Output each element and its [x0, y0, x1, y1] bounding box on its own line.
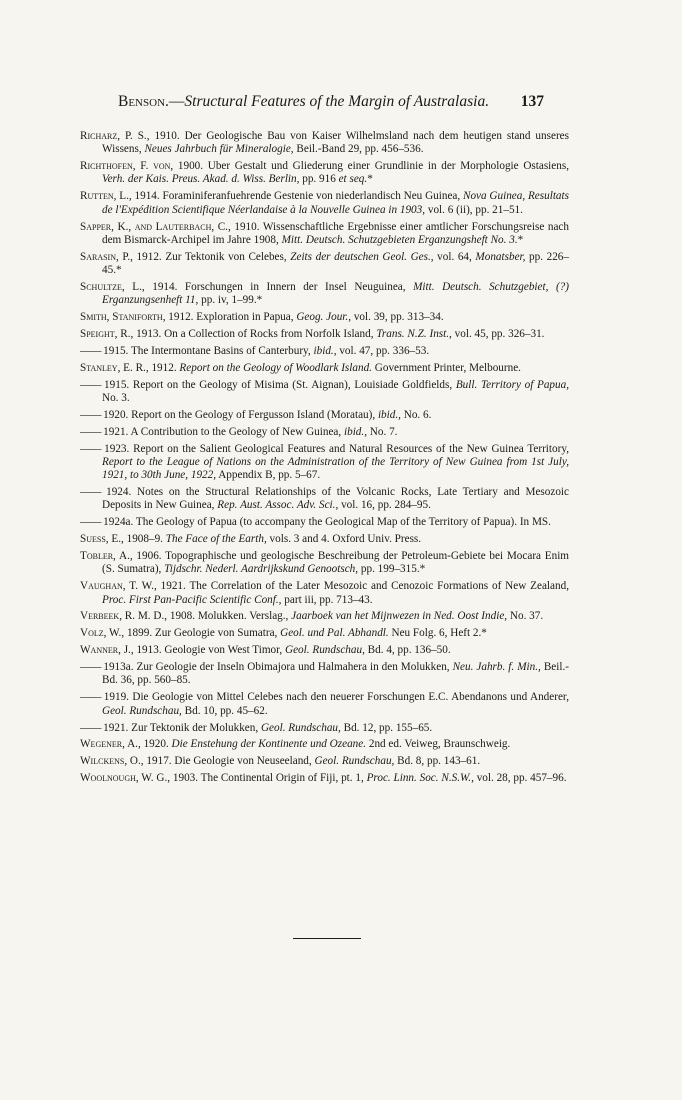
reference-detail: vol. 64,: [433, 250, 476, 263]
reference-author: Richthofen, F. von,: [80, 160, 174, 173]
ditto-dash: ——: [80, 442, 101, 455]
reference-detail-extra: pp. 226–45.*: [102, 250, 569, 277]
reference-author: Wilckens, O.,: [80, 755, 144, 768]
reference-text: 1910. Wissenschaftliche Ergebnisse einer amtlicher Forschungsreise nach dem Bismarck-Archipel im Jahre 1908,: [102, 220, 569, 246]
reference-source: Trans. N.Z. Inst.,: [376, 328, 452, 341]
reference-source: ibid.,: [313, 344, 337, 357]
reference-detail: No. 7.: [367, 425, 398, 438]
reference-text: 1913. Geologie von West Timor,: [133, 644, 286, 657]
ditto-dash: ——: [80, 721, 101, 734]
reference-detail: part iii, pp. 713–43.: [281, 593, 373, 606]
reference-entry: [80, 130, 569, 157]
reference-detail: Bd. 12, pp. 155–65.: [340, 721, 433, 734]
reference-author: Tobler, A.,: [80, 550, 133, 563]
reference-entry: [80, 443, 569, 483]
reference-author: Sarasin, P.,: [80, 250, 133, 263]
reference-source: Geol. Rundschau,: [314, 755, 395, 768]
reference-source: Rep. Aust. Assoc. Adv. Sci.,: [217, 499, 339, 512]
reference-detail: Bd. 4, pp. 136–50.: [364, 644, 451, 657]
reference-author: Wanner, J.,: [80, 644, 134, 657]
running-header: [118, 92, 544, 112]
reference-source: Geol. Rundschau,: [102, 704, 182, 717]
reference-source: Geol. und Pal. Abhandl.: [280, 627, 389, 640]
reference-detail: Government Printer, Melbourne.: [371, 361, 521, 374]
reference-author: Smith, Staniforth,: [80, 311, 166, 324]
reference-entry: [80, 516, 569, 529]
reference-entry: [80, 644, 569, 657]
reference-detail: Neu Folg. 6, Heft 2.*: [388, 627, 487, 640]
ditto-dash: ——: [80, 691, 101, 704]
reference-source: Nova Guinea, Resultats de l'Expédition Scientifique Néerlandaise à la Nouvelle Guinea in 1903,: [102, 190, 569, 216]
reference-source-extra: Monatsber,: [475, 250, 526, 263]
reference-detail: No. 6.: [400, 408, 432, 421]
reference-list: [80, 130, 569, 789]
reference-detail: vols. 3 and 4. Oxford Univ. Press.: [266, 533, 422, 546]
reference-text: 1921. The Correlation of the Later Mesozoic and Cenozoic Formations of New Zealand,: [156, 580, 569, 593]
reference-text: 1903. The Continental Origin of Fiji, pt. 1,: [170, 772, 367, 785]
reference-text: 1908. Molukken. Verslag.,: [167, 610, 292, 623]
reference-detail: vol. 16, pp. 284–95.: [338, 499, 431, 512]
reference-entry: [80, 409, 569, 422]
reference-entry: [80, 627, 569, 640]
reference-detail-extra: *: [367, 173, 373, 186]
reference-entry: [80, 328, 569, 341]
reference-author: Stanley, E. R.,: [80, 361, 149, 374]
reference-text: 1900. Uber Gestalt und Gliederung einer Grundlinie in der Morphologie Ostasiens,: [173, 160, 569, 173]
ditto-dash: ——: [80, 486, 101, 499]
reference-entry: [80, 311, 569, 324]
reference-source: Zeits der deutschen Geol. Ges.,: [290, 250, 434, 263]
reference-detail: pp. 916: [299, 173, 339, 186]
reference-source: Die Enstehung der Kontinente und Ozeane.: [171, 738, 367, 751]
reference-detail: Appendix B, pp. 5–67.: [216, 469, 321, 482]
ditto-dash: ——: [80, 425, 101, 438]
reference-text: 1924a. The Geology of Papua (to accompany the Geological Map of the Territory of Papua). In MS.: [100, 516, 551, 529]
page-number: 137: [520, 93, 544, 110]
reference-detail: No. 3.: [102, 391, 130, 404]
reference-entry: [80, 738, 569, 751]
reference-source: Tijdschr. Nederl. Aardrijkskund Genootsch,: [164, 563, 359, 576]
reference-detail: vol. 47, pp. 336–53.: [336, 344, 430, 357]
reference-author: Verbeek, R. M. D.,: [80, 610, 168, 623]
reference-detail: No. 37.: [507, 610, 544, 623]
reference-text: 1910. Der Geologische Bau von Kaiser Wilhelmsland nach dem heutigen stand unseres Wissens,: [102, 130, 569, 156]
reference-text: 1915. The Intermontane Basins of Canterbury,: [100, 344, 314, 357]
reference-text: 1924. Notes on the Structural Relationships of the Volcanic Rocks, Late Tertiary and Mesozoic Deposits in New Guinea,: [100, 486, 569, 512]
reference-detail: 2nd ed. Veiweg, Braunschweig.: [366, 738, 511, 751]
reference-detail: Beil.-Band 29, pp. 456–536.: [293, 143, 424, 156]
reference-text: 1917. Die Geologie von Neuseeland,: [143, 755, 315, 768]
reference-source: Bull. Territory of Papua,: [455, 378, 569, 391]
reference-author: Sapper, K., and Lauterbach, C.,: [80, 220, 231, 233]
ditto-dash: ——: [80, 378, 101, 391]
reference-entry: [80, 533, 569, 546]
reference-author: Woolnough, W. G.,: [80, 772, 171, 785]
reference-source: Proc. First Pan-Pacific Scientific Conf.,: [102, 593, 282, 606]
reference-entry: [80, 379, 569, 406]
reference-entry: [80, 362, 569, 375]
end-rule: [293, 938, 361, 939]
reference-entry: [80, 610, 569, 623]
ditto-dash: ——: [80, 516, 101, 529]
reference-source-extra: et seq.: [338, 173, 368, 186]
reference-text: 1914. Foraminiferanfuehrende Gestenie von niederlandisch Neu Guinea,: [131, 190, 463, 203]
reference-author: Vaughan, T. W.,: [80, 580, 157, 593]
ditto-dash: ——: [80, 344, 101, 357]
reference-text: 1906. Topographische und geologische Beschreibung der Petroleum-Gebiete bei Mocara Enim (S. Sumatra),: [102, 550, 570, 576]
header-separator: .—: [165, 93, 185, 110]
reference-text: 1920.: [140, 738, 172, 751]
reference-detail: *: [517, 233, 524, 246]
reference-text: 1912. Exploration in Papua,: [165, 311, 297, 324]
reference-author: Volz, W.,: [80, 627, 125, 640]
reference-detail: Beil.-Bd. 36, pp. 560–85.: [102, 661, 569, 687]
reference-author: Schultze, L.,: [80, 280, 145, 293]
reference-author: Rutten, L.,: [80, 190, 132, 203]
reference-entry: [80, 160, 569, 187]
reference-detail: vol. 39, pp. 313–34.: [351, 311, 444, 324]
reference-source: Jaarboek van het Mijnwezen in Ned. Oost Indie,: [291, 610, 508, 623]
reference-source: Report on the Geology of Woodlark Island.: [179, 361, 372, 374]
reference-text: 1899. Zur Geologie von Sumatra,: [124, 627, 281, 640]
reference-text: 1908–9.: [123, 533, 166, 546]
reference-text: 1919. Die Geologie von Mittel Celebes nach den neuerer Forschungen E.C. Abendanons und Anderer,: [100, 691, 569, 704]
reference-entry: [80, 190, 569, 217]
reference-entry: [80, 550, 569, 577]
reference-text: 1913. On a Collection of Rocks from Norfolk Island,: [133, 328, 377, 341]
reference-text: 1915. Report on the Geology of Misima (St. Aignan), Louisiade Goldfields,: [100, 378, 456, 391]
reference-detail: vol. 6 (ii), pp. 21–51.: [425, 203, 523, 216]
reference-author: Suess, E.,: [80, 533, 124, 546]
ditto-dash: ——: [80, 661, 101, 674]
reference-source: Mitt. Deutsch. Schutzgebieten Erganzungsheft No. 3.: [281, 233, 518, 246]
reference-text: 1912.: [148, 361, 180, 374]
reference-entry: [80, 281, 569, 308]
reference-entry: [80, 661, 569, 688]
reference-source: Geog. Jour.,: [296, 311, 352, 324]
ditto-dash: ——: [80, 408, 101, 421]
reference-entry: [80, 221, 569, 248]
reference-detail: vol. 28, pp. 457–96.: [473, 772, 567, 785]
reference-detail: vol. 45, pp. 326–31.: [451, 328, 545, 341]
reference-source: Mitt. Deutsch. Schutzgebiet, (?) Erganzungsenheft 11,: [102, 280, 569, 307]
reference-author: Speight, R.,: [80, 328, 134, 341]
reference-entry: [80, 486, 569, 513]
reference-detail: pp. iv, 1–99.*: [198, 294, 263, 307]
reference-source: ibid.,: [344, 425, 367, 438]
reference-text: 1920. Report on the Geology of Fergusson Island (Moratau),: [100, 408, 378, 421]
reference-source: Neues Jahrbuch für Mineralogie,: [144, 143, 294, 156]
reference-source: Verh. der Kais. Preus. Akad. d. Wiss. Berlin,: [102, 173, 300, 186]
reference-author: Richarz, P. S.,: [80, 130, 150, 142]
reference-text: 1914. Forschungen in Innern der Insel Neuguinea,: [144, 280, 414, 293]
reference-source: Proc. Linn. Soc. N.S.W.,: [366, 772, 474, 785]
reference-source: Neu. Jahrb. f. Min.,: [452, 661, 541, 674]
header-title: Structural Features of the Margin of Australasia.: [184, 93, 490, 110]
reference-source: Geol. Rundschau,: [285, 644, 365, 657]
reference-text: 1912. Zur Tektonik von Celebes,: [132, 250, 291, 263]
reference-entry: [80, 580, 569, 607]
reference-entry: [80, 345, 569, 358]
reference-entry: [80, 722, 569, 735]
reference-source: Report to the League of Nations on the Administration of the Territory of New Guinea from 1st July, 1921, to 30th June, 1922,: [102, 455, 569, 482]
reference-detail: Bd. 8, pp. 143–61.: [394, 755, 481, 768]
reference-source: The Face of the Earth,: [165, 533, 267, 546]
reference-entry: [80, 426, 569, 439]
header-author: Benson: [118, 93, 166, 110]
reference-text: 1913a. Zur Geologie der Inseln Obimajora und Halmahera in den Molukken,: [100, 661, 453, 674]
reference-entry: [80, 251, 569, 278]
reference-entry: [80, 772, 569, 785]
reference-detail: pp. 199–315.*: [358, 563, 426, 576]
reference-text: 1921. A Contribution to the Geology of New Guinea,: [100, 425, 344, 438]
reference-text: 1923. Report on the Salient Geological Features and Natural Resources of the New Guinea Territory,: [100, 442, 569, 455]
reference-detail: Bd. 10, pp. 45–62.: [181, 704, 268, 717]
reference-source: ibid.,: [377, 408, 401, 421]
reference-text: 1921. Zur Tektonik der Molukken,: [100, 721, 261, 734]
reference-source: Geol. Rundschau,: [260, 721, 341, 734]
reference-entry: [80, 691, 569, 718]
reference-entry: [80, 755, 569, 768]
reference-author: Wegener, A.,: [80, 738, 141, 751]
